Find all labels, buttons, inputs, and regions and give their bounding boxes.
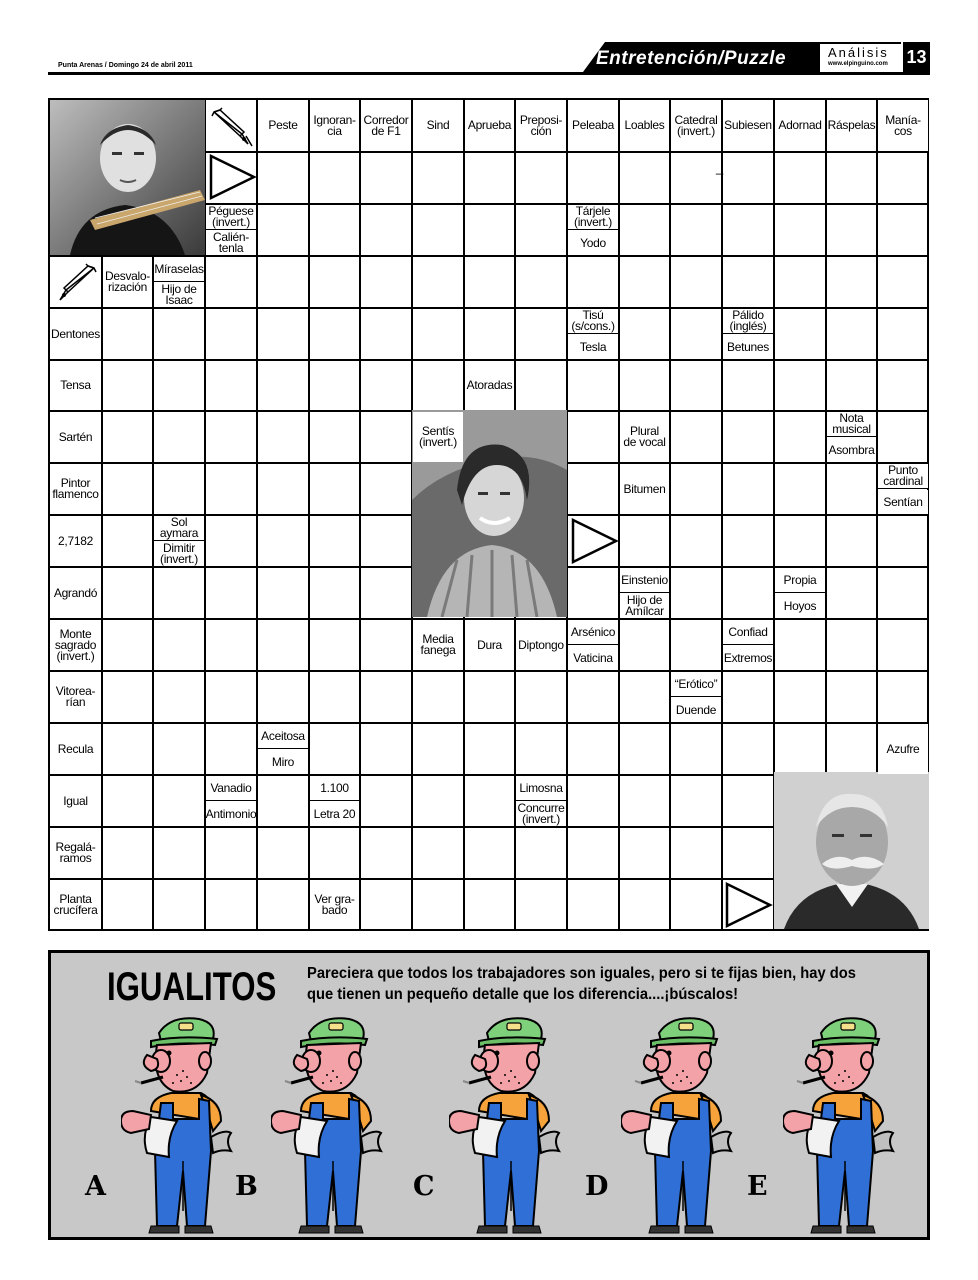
clue-cell: Loables [620,100,669,151]
clue-cell: Desvalo- rización [103,257,152,307]
clue-cell: Tesla [568,335,618,359]
clue-cell: Dura [465,620,514,670]
clue-cell: Einstenio [620,568,669,593]
clue-cell: Arsénico [568,620,618,645]
play-arrow-icon [208,152,258,202]
grid-line [618,100,620,929]
clue-cell: Propia [775,568,825,593]
grid-line [50,722,927,724]
clue-cell: Concurre (invert.) [517,801,565,826]
worker-label: A [85,1171,106,1202]
clue-cell: Nota musical [827,412,876,437]
clue-cell: Azufre [878,724,928,774]
clue-cell: Duende [671,698,721,722]
clue-cell: Limosna [516,776,566,801]
clue-cell: Regalá- ramos [50,828,101,878]
clue-cell: Hoyos [775,594,825,618]
clue-cell: Bitumen [620,464,669,514]
clue-cell: “Erótico” [671,672,721,697]
clue-cell: 1.100 [310,776,359,801]
worker-figure-icon [783,1011,903,1241]
clue-cell: Calién- tenla [206,231,256,255]
header-rule [48,72,930,75]
brand-logo [820,44,908,72]
clue-cell: Preposi- ción [516,100,566,151]
photo-mustache-man [774,772,929,929]
worker-label: E [747,1171,768,1202]
clue-cell: Peleaba [568,100,618,151]
clue-cell: Corredor de F1 [361,100,411,151]
clue-cell: Hijo de Amílcar [620,594,669,618]
clue-cell: 2,7182 [50,516,101,566]
brand-name: Análisis [828,45,889,60]
clue-cell: Agrandó [50,568,101,618]
clue-cell: Ráspelas [827,100,876,151]
clue-cell: Míraselas [154,257,204,282]
clue-cell: Tisú (s/cons.) [568,309,618,334]
igualitos-panel [48,950,930,1240]
clue-cell: Peste [258,100,308,151]
clue-cell: Sentían [878,490,928,514]
clue-cell: Vaticina [568,646,618,670]
clue-cell: Péguese (invert.) [206,205,256,230]
play-arrow-icon [724,880,774,930]
clue-cell: Extremos [723,646,773,670]
clue-cell: Plural de vocal [620,412,669,462]
photo-guitarist [50,100,205,255]
worker-figure-icon [449,1011,569,1241]
fountain-pen-icon [210,106,255,153]
crossword-grid [48,98,929,931]
clue-cell: Aprueba [465,100,514,151]
clue-cell: Catedral (invert.) [671,100,721,151]
clue-cell: Atoradas [465,361,514,410]
clue-cell: Dentones [50,309,101,359]
worker-figure-icon [271,1011,391,1241]
grid-line [50,307,927,309]
worker-label: D [585,1171,609,1202]
clue-cell: Media fanega [413,620,463,670]
clue-cell: Punto cardinal [878,464,928,489]
page-number: 13 [903,42,930,72]
clue-cell: Planta crucífera [50,880,101,929]
clue-cell: Vitorea- rían [50,672,101,722]
grid-line [721,100,723,929]
play-arrow-icon [570,516,620,566]
grid-line [256,100,258,929]
page-header [48,38,930,76]
clue-cell: Sentís (invert.) [413,412,463,462]
clue-cell: Sartén [50,412,101,462]
igualitos-title: IGUALITOS [107,965,277,1009]
worker-figure-icon [621,1011,741,1241]
worker-label: B [235,1171,258,1202]
clue-cell: Antimonio [206,802,256,826]
stray-mark: _ [716,160,724,175]
grid-line [50,670,927,672]
worker-figure-icon [121,1011,241,1241]
clue-cell: Ver gra- bado [310,880,359,929]
clue-cell: Yodo [568,231,618,255]
clue-cell: Recula [50,724,101,774]
clue-cell: Sind [413,100,463,151]
guitarist-portrait-icon [50,100,205,255]
clue-cell: Diptongo [516,620,566,670]
clue-cell: Tárjele (invert.) [568,205,618,230]
brand-website: www.elpinguino.com [828,61,888,67]
clue-cell: Aceitosa [258,724,308,749]
clue-cell: Manía- cos [878,100,928,151]
clue-cell: Pálido (inglés) [723,309,773,334]
clue-cell: Sol aymara [154,516,204,541]
clue-cell: Pintor flamenco [50,464,101,514]
clue-cell: Ignoran- cia [310,100,359,151]
clue-cell: Confiad [723,620,773,645]
clue-cell: Vanadio [206,776,256,801]
clue-cell: Miro [258,750,308,774]
mustache-portrait-icon [774,772,929,929]
clue-cell: Igual [50,776,101,826]
clue-cell: Hijo de Isaac [154,283,204,307]
grid-line [359,100,361,929]
grid-line [669,100,671,929]
igualitos-description: Pareciera que todos los trabajadores son iguales, pero si te fijas bien, hay dos que tienen un pequeño detalle que los diferencia....¡búscalos! [307,965,856,1003]
fountain-pen-icon [54,262,99,309]
clue-cell: Tensa [50,361,101,410]
clue-cell: Letra 20 [310,802,359,826]
clue-cell: Dimitir (invert.) [154,542,204,566]
clue-cell: Adornad [775,100,825,151]
worker-label: C [413,1171,435,1202]
clue-cell: Asombra [827,438,876,462]
section-title: Entretención/Puzzle [596,48,787,69]
edition-date: Punta Arenas / Domingo 24 de abril 2011 [58,62,193,69]
clue-cell: Monte sagrado (invert.) [50,620,101,670]
clue-cell: Betunes [723,335,773,359]
clue-cell: Subiesen [723,100,773,151]
